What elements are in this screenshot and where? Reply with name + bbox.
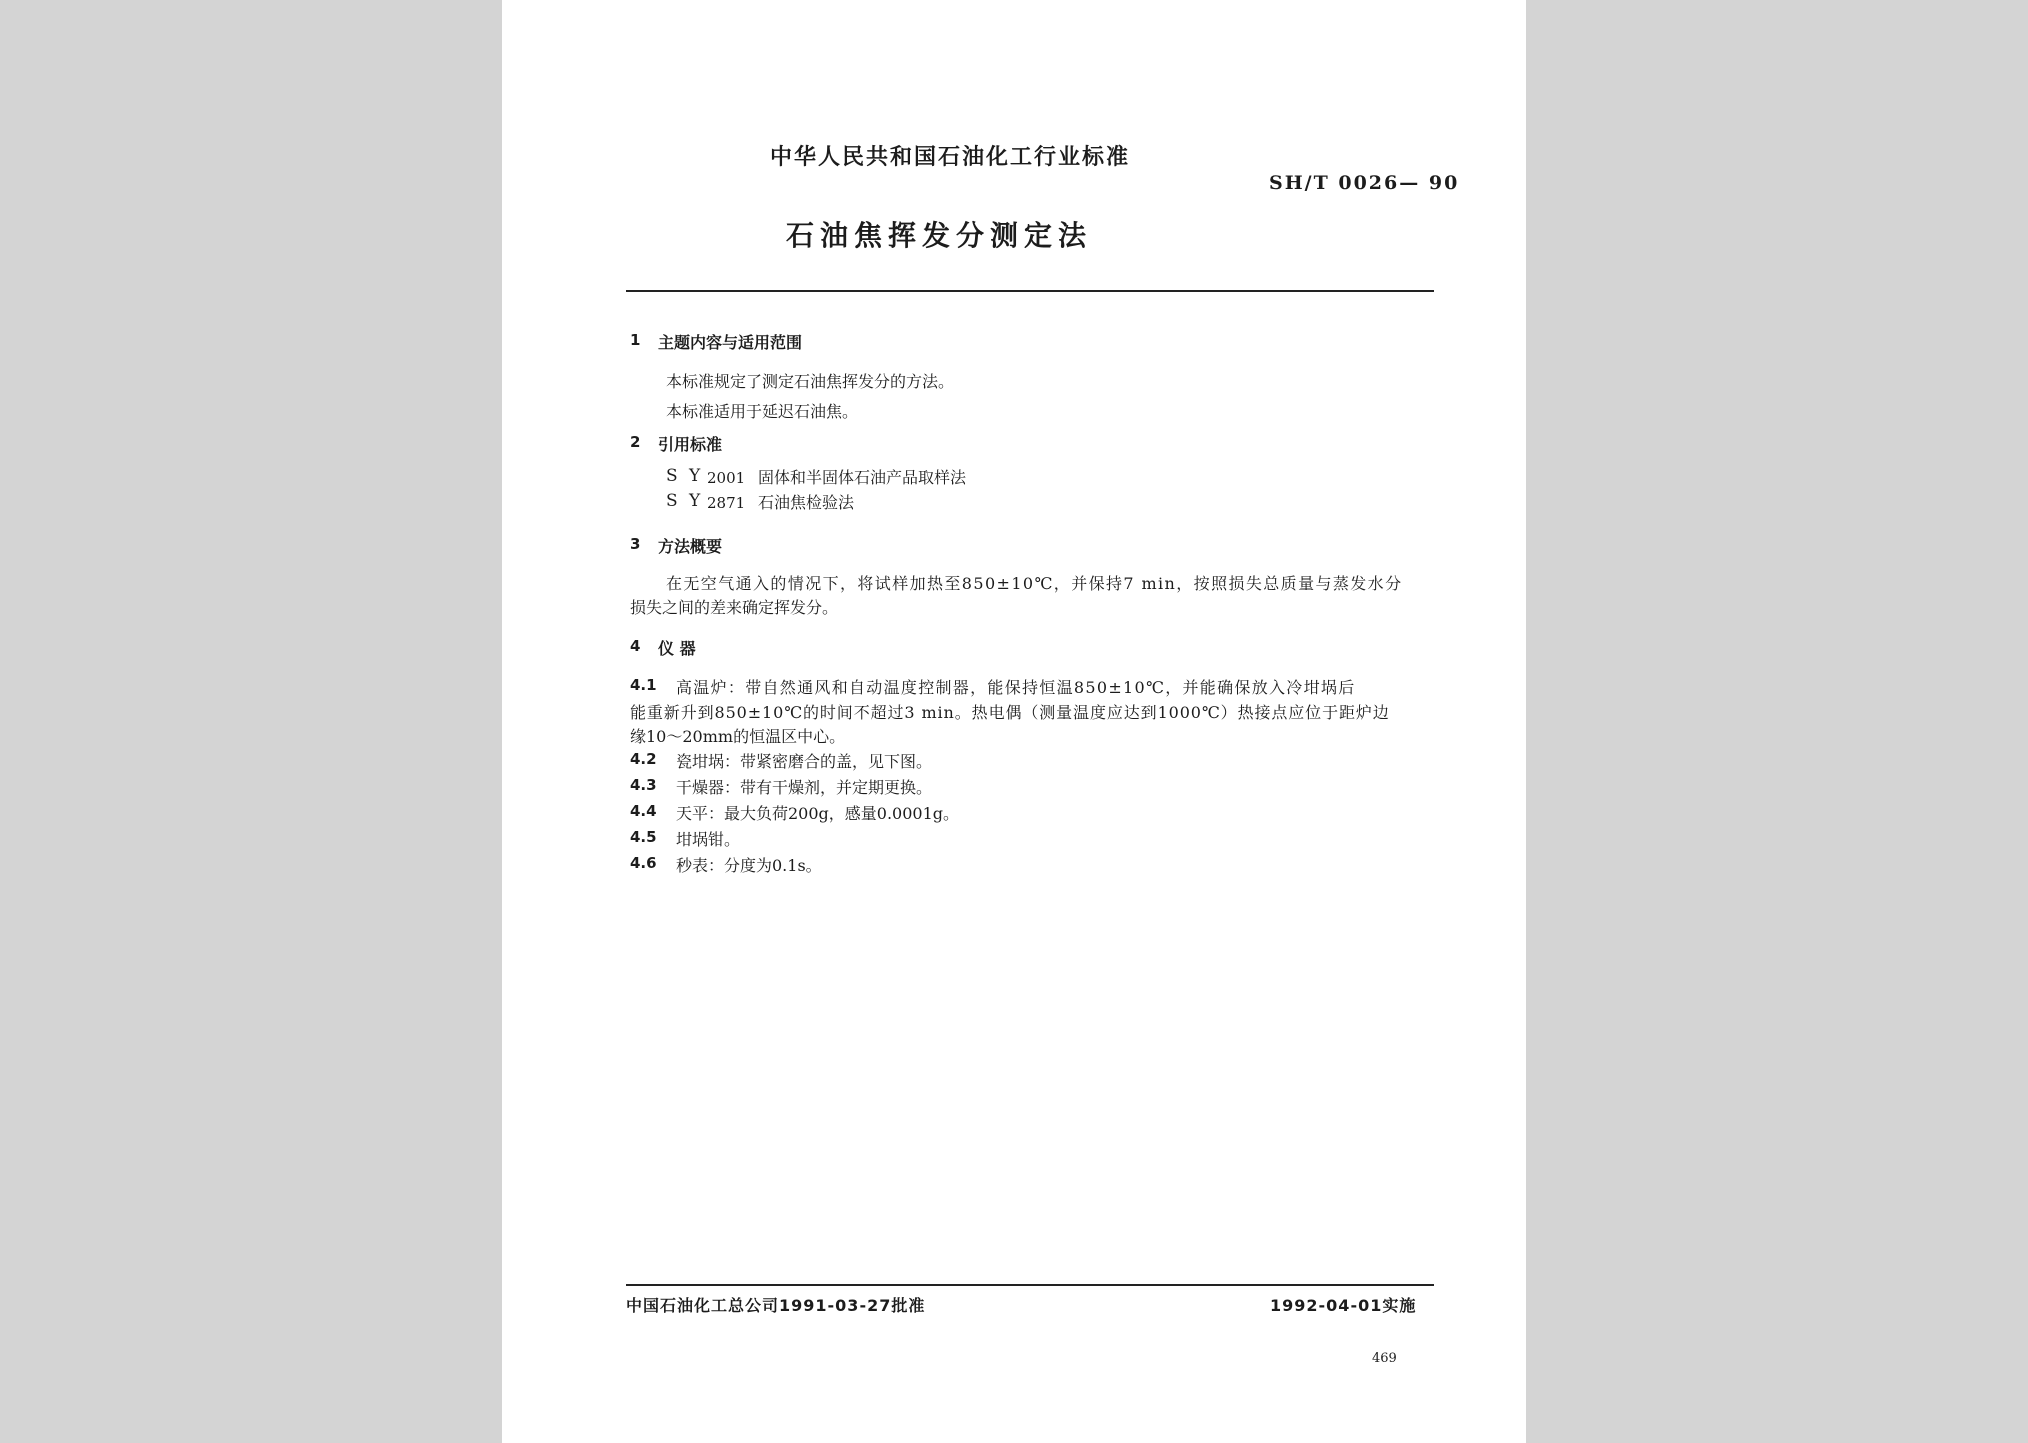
- section-4-title: 仪 器: [658, 639, 696, 658]
- item-4-2-number: 4.2: [630, 750, 657, 768]
- item-4-3-number: 4.3: [630, 776, 657, 794]
- document-title: 石油焦挥发分测定法: [786, 219, 1093, 252]
- standard-category-title: 中华人民共和国石油化工行业标准: [770, 145, 1131, 170]
- section-2-title: 引用标准: [658, 435, 723, 454]
- reference-2-title: 石油焦检验法: [758, 493, 855, 512]
- footer-divider: [626, 1284, 1434, 1286]
- reference-2-number: 2871: [707, 494, 746, 512]
- effective-date: 1992-04-01实施: [1270, 1296, 1417, 1315]
- item-4-6-number: 4.6: [630, 854, 657, 872]
- item-4-4-text: 天平：最大负荷200g，感量0.0001g。: [676, 804, 960, 823]
- item-4-5-text: 坩埚钳。: [676, 830, 741, 849]
- document-page: [502, 0, 1526, 1443]
- section-1-number: 1: [630, 331, 641, 349]
- standard-code: SH/T 0026— 90: [1269, 172, 1460, 194]
- reference-1-number: 2001: [707, 469, 746, 487]
- header-divider: [626, 290, 1434, 292]
- item-4-1-line-3: 缘10～20mm的恒温区中心。: [630, 727, 846, 746]
- page-number: 469: [1372, 1351, 1397, 1366]
- section-3-line-1: 在无空气通入的情况下，将试样加热至850±10℃，并保持7 min，按照损失总质量与蒸发水分: [666, 574, 1403, 593]
- reference-1-title: 固体和半固体石油产品取样法: [758, 468, 967, 487]
- section-3-title: 方法概要: [658, 537, 723, 556]
- item-4-4-number: 4.4: [630, 802, 657, 820]
- item-4-3-text: 干燥器：带有干燥剂，并定期更换。: [676, 778, 933, 797]
- section-1-title: 主题内容与适用范围: [658, 333, 803, 352]
- item-4-6-text: 秒表：分度为0.1s。: [676, 856, 822, 875]
- item-4-1-line-1: 高温炉：带自然通风和自动温度控制器，能保持恒温850±10℃，并能确保放入冷坩埚后: [676, 678, 1356, 697]
- section-3-number: 3: [630, 535, 641, 553]
- item-4-1-number: 4.1: [630, 676, 657, 694]
- reference-2-code: S Y: [666, 491, 704, 511]
- item-4-2-text: 瓷坩埚：带紧密磨合的盖，见下图。: [676, 752, 933, 771]
- reference-1-code: S Y: [666, 466, 704, 486]
- item-4-5-number: 4.5: [630, 828, 657, 846]
- section-1-paragraph-1: 本标准规定了测定石油焦挥发分的方法。: [666, 372, 955, 391]
- section-3-line-2: 损失之间的差来确定挥发分。: [630, 598, 839, 617]
- approval-date: 中国石油化工总公司1991-03-27批准: [626, 1296, 926, 1315]
- section-1-paragraph-2: 本标准适用于延迟石油焦。: [666, 402, 859, 421]
- section-4-number: 4: [630, 637, 641, 655]
- item-4-1-line-2: 能重新升到850±10℃的时间不超过3 min。热电偶（测量温度应达到1000℃）热接点应位于距炉边: [630, 703, 1390, 722]
- section-2-number: 2: [630, 433, 641, 451]
